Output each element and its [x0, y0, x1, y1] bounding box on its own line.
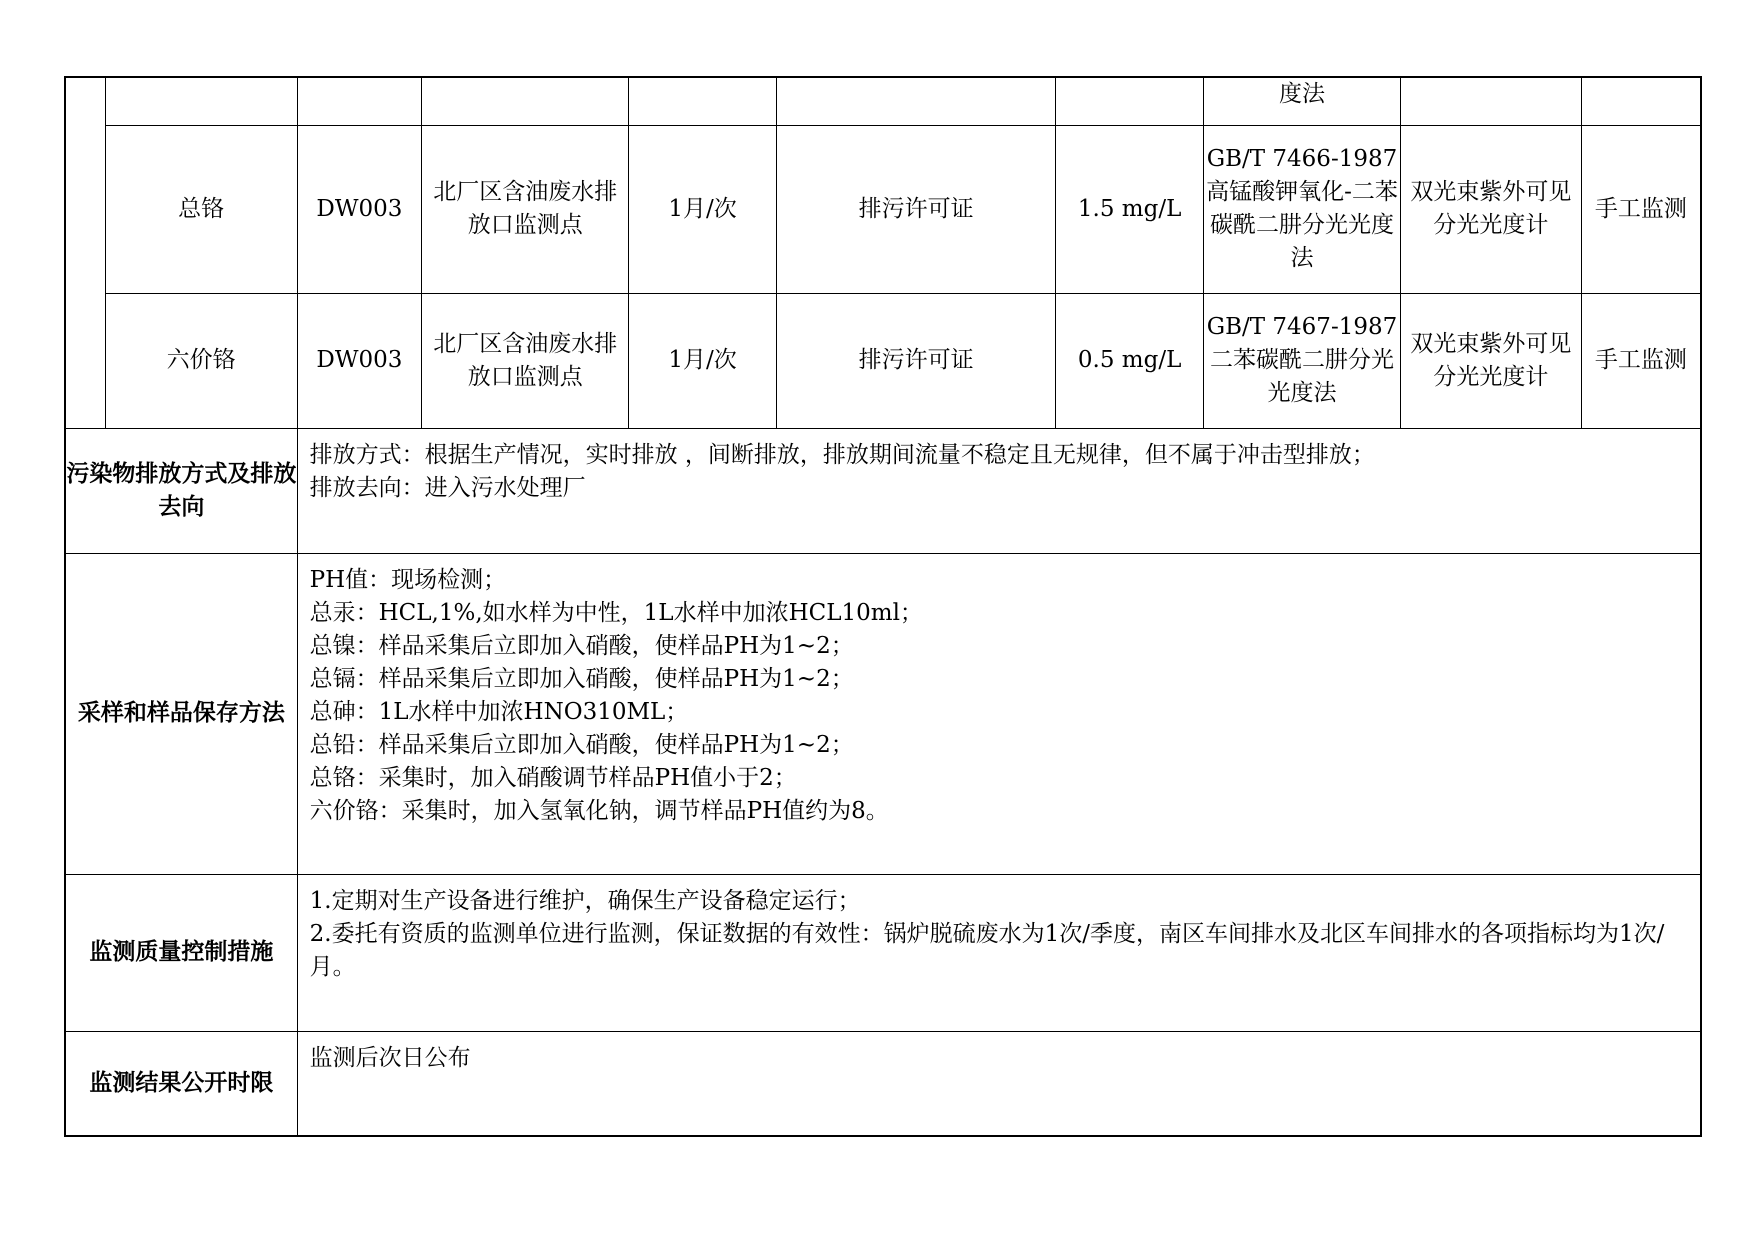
discharge-line: 排放去向：进入污水处理厂 [309, 474, 586, 501]
discharge-row [65, 428, 1701, 553]
sampling-line: 总铬：采集时，加入硝酸调节样品PH值小于2； [309, 764, 797, 791]
instrument-cell [1400, 77, 1581, 125]
quality-label: 监测质量控制措施 [65, 874, 297, 1031]
disclosure-content: 监测后次日公布 [297, 1031, 1701, 1136]
point-name-cell: 北厂区含油废水排放口监测点 [422, 293, 629, 428]
item-cell [105, 77, 297, 125]
limit-cell [1056, 77, 1204, 125]
merged-left-cell [65, 77, 105, 428]
table-row [65, 125, 1701, 293]
quality-line: 2.委托有资质的监测单位进行监测，保证数据的有效性：锅炉脱硫废水为1次/季度，南区车间排水及北区车间排水的各项指标均为1次/月。 [309, 920, 1665, 980]
sampling-line: 六价铬：采集时，加入氢氧化钠，调节样品PH值约为8。 [309, 797, 889, 824]
quality-row [65, 874, 1701, 1031]
sampling-label: 采样和样品保存方法 [65, 553, 297, 874]
instrument-cell: 双光束紫外可见分光光度计 [1400, 125, 1581, 293]
item-cell: 总铬 [105, 125, 297, 293]
standard-cell: 排污许可证 [776, 125, 1055, 293]
mode-cell: 手工监测 [1581, 125, 1701, 293]
method-cell: GB/T 7466-1987高锰酸钾氧化-二苯碳酰二肼分光光度法 [1204, 125, 1401, 293]
mode-cell: 手工监测 [1581, 293, 1701, 428]
monitoring-table [64, 76, 1702, 1137]
sampling-line: 总铅：样品采集后立即加入硝酸，使样品PH为1~2； [309, 731, 854, 758]
standard-cell: 排污许可证 [776, 293, 1055, 428]
mode-cell [1581, 77, 1701, 125]
limit-cell: 1.5 mg/L [1056, 125, 1204, 293]
discharge-content [297, 428, 1701, 553]
point-code-cell: DW003 [297, 125, 422, 293]
disclosure-label: 监测结果公开时限 [65, 1031, 297, 1136]
method-cell: GB/T 7467-1987二苯碳酰二肼分光光度法 [1204, 293, 1401, 428]
discharge-label: 污染物排放方式及排放去向 [65, 428, 297, 553]
sampling-content [297, 553, 1701, 874]
frequency-cell: 1月/次 [629, 293, 777, 428]
point-code-cell: DW003 [297, 293, 422, 428]
standard-cell [776, 77, 1055, 125]
point-name-cell [422, 77, 629, 125]
quality-line: 1.定期对生产设备进行维护，确保生产设备稳定运行； [309, 887, 861, 914]
sampling-line: 总砷：1L水样中加浓HNO310ML； [309, 698, 689, 725]
point-name-cell: 北厂区含油废水排放口监测点 [422, 125, 629, 293]
discharge-line: 排放方式：根据生产情况，实时排放 ，间断排放，排放期间流量不稳定且无规律，但不属于冲击型排放； [309, 441, 1375, 468]
sampling-line: 总镍：样品采集后立即加入硝酸，使样品PH为1~2； [309, 632, 854, 659]
table-row [65, 77, 1701, 125]
frequency-cell [629, 77, 777, 125]
disclosure-row [65, 1031, 1701, 1136]
method-cell: 度法 [1204, 77, 1401, 125]
table-row [65, 293, 1701, 428]
point-code-cell [297, 77, 422, 125]
sampling-line: PH值：现场检测； [309, 566, 507, 593]
sampling-line: 总镉：样品采集后立即加入硝酸，使样品PH为1~2； [309, 665, 854, 692]
instrument-cell: 双光束紫外可见分光光度计 [1400, 293, 1581, 428]
sampling-line: 总汞：HCL,1%,如水样为中性，1L水样中加浓HCL10ml； [309, 599, 923, 626]
quality-content [297, 874, 1701, 1031]
item-cell: 六价铬 [105, 293, 297, 428]
sampling-row [65, 553, 1701, 874]
frequency-cell: 1月/次 [629, 125, 777, 293]
limit-cell: 0.5 mg/L [1056, 293, 1204, 428]
